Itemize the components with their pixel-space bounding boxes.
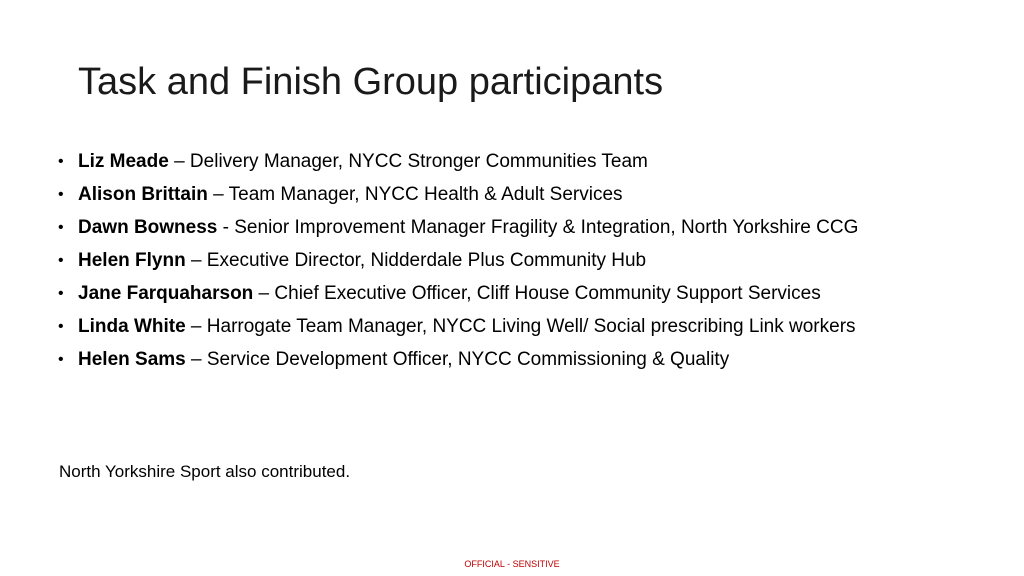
participant-detail: – Delivery Manager, NYCC Stronger Communities Team bbox=[168, 151, 648, 172]
participant-item bbox=[58, 315, 928, 338]
bullet-icon: • bbox=[58, 252, 64, 269]
participant-name: Liz Meade bbox=[78, 151, 169, 172]
participant-name: Helen Sams bbox=[78, 349, 186, 370]
bullet-icon: • bbox=[58, 285, 64, 302]
participant-name: Helen Flynn bbox=[78, 250, 186, 271]
classification-label: OFFICIAL - SENSITIVE bbox=[464, 559, 560, 569]
participant-detail: – Team Manager, NYCC Health & Adult Services bbox=[207, 184, 623, 205]
bullet-icon: • bbox=[58, 318, 64, 335]
participant-name: Jane Farquaharson bbox=[78, 283, 254, 304]
participant-item bbox=[58, 150, 928, 173]
bullet-icon: • bbox=[58, 351, 64, 368]
participant-item bbox=[58, 249, 928, 272]
participant-list bbox=[58, 150, 928, 381]
bullet-icon: • bbox=[58, 153, 64, 170]
participant-name: Linda White bbox=[78, 316, 186, 337]
participant-item bbox=[58, 183, 928, 206]
contribution-note: North Yorkshire Sport also contributed. bbox=[59, 462, 351, 481]
bullet-icon: • bbox=[58, 219, 64, 236]
slide-title: Task and Finish Group participants bbox=[78, 61, 664, 103]
participant-detail: – Service Development Officer, NYCC Commissioning & Quality bbox=[185, 349, 730, 370]
participant-item bbox=[58, 216, 928, 239]
bullet-icon: • bbox=[58, 186, 64, 203]
participant-detail: - Senior Improvement Manager Fragility & Integration, North Yorkshire CCG bbox=[217, 217, 859, 238]
participant-detail: – Chief Executive Officer, Cliff House Community Support Services bbox=[253, 283, 821, 304]
participant-name: Dawn Bowness bbox=[78, 217, 218, 238]
participant-item bbox=[58, 348, 928, 371]
participant-item bbox=[58, 282, 928, 305]
participant-detail: – Executive Director, Nidderdale Plus Community Hub bbox=[185, 250, 647, 271]
participant-detail: – Harrogate Team Manager, NYCC Living Well/ Social prescribing Link workers bbox=[185, 316, 856, 337]
participant-name: Alison Brittain bbox=[78, 184, 208, 205]
